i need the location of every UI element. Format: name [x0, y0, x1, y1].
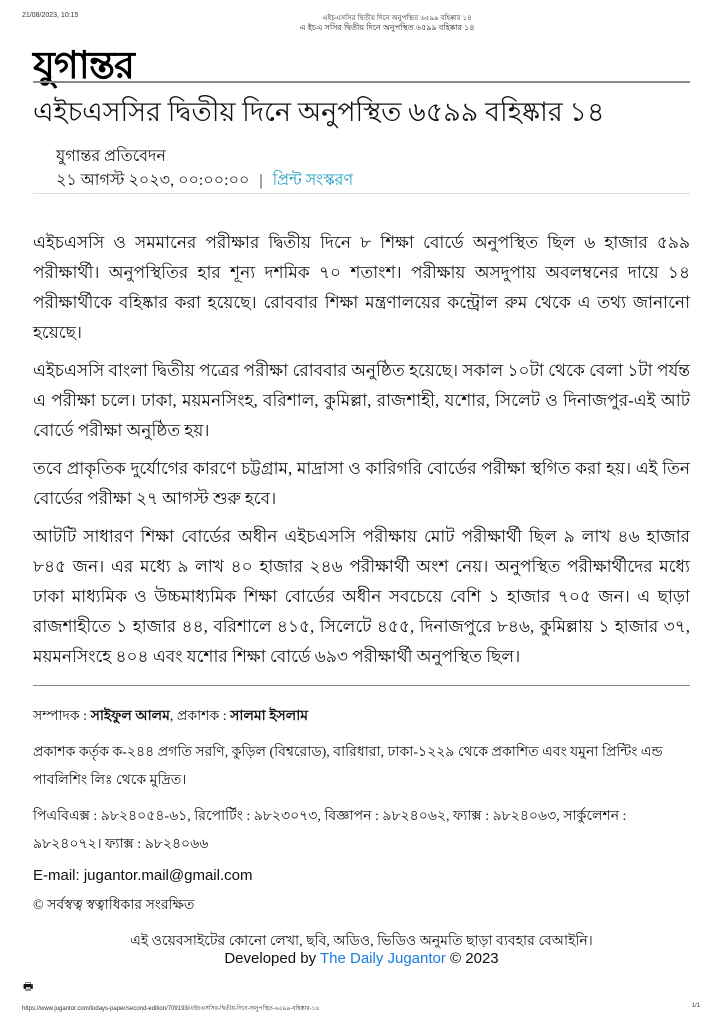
- article-title: এইচএসসির দ্বিতীয় দিনে অনুপস্থিত ৬৫৯৯ বহিষ্কার ১৪: [33, 97, 605, 127]
- site-footer: [33, 703, 690, 975]
- publisher-name: সালমা ইসলাম: [230, 709, 309, 724]
- page-number: 1/1: [691, 1003, 700, 1009]
- address: প্রকাশক কর্তৃক ক-২৪৪ প্রগতি সরণি, কুড়িল (বিশ্বরোড), বারিধারা, ঢাকা-১২২৯ থেকে প্রকাশিত এবং যমুনা প্রিন্টিং এন্ড পাবলিশিং লিঃ থেকে মুদ্রিত।: [33, 745, 663, 788]
- article-byline: যুগান্তর প্রতিবেদন: [56, 148, 166, 165]
- header-divider: [33, 81, 690, 83]
- email: E-mail: jugantor.mail@gmail.com: [33, 867, 253, 884]
- phone-numbers: পিএবিএক্স : ৯৮২৪০৫৪-৬১, রিপোর্টিং : ৯৮২৩০৭৩, বিজ্ঞাপন : ৯৮২৪০৬২, ফ্যাক্স : ৯৮২৪০৬৩, সার্কুলেশন : ৯৮২৪০৭২। ফ্যাক্স : ৯৮২৪০৬৬: [33, 809, 627, 852]
- print-datetime: 21/08/2023, 10:15: [22, 12, 79, 19]
- print-url: https://www.jugantor.com/todays-paper/second-edition/709193/এইচএসসির-দ্বিতীয়-দিনে-অনুপস্থিত-৬৫৯৯-বহিষ্কার-১৪: [22, 1006, 320, 1012]
- paragraph: তবে প্রাকৃতিক দুর্যোগের কারণে চট্টগ্রাম, মাদ্রাসা ও কারিগরি বোর্ডের পরীক্ষা স্থগিত করা হয়। এই তিন বোর্ডের পরীক্ষা ২৭ আগস্ট শুরু হবে।: [33, 459, 690, 508]
- separator: |: [259, 172, 263, 189]
- jugantor-logo[interactable]: যুগান্তর: [33, 42, 134, 87]
- copyright: © সর্বস্বত্ব স্বত্বাধিকার সংরক্ষিত: [33, 898, 195, 913]
- editor-line: [33, 703, 690, 731]
- article-date: ২১ আগস্ট ২০২৩, ০০:০০:০০: [56, 172, 250, 189]
- footer-divider: [33, 685, 690, 686]
- editor-name: সাইফুল আলম: [90, 709, 170, 724]
- print-page-title-2: এ ইচএ সসির দ্বিতীয় দিনে অনুপস্থিত ৬৫৯৯ বহিষ্কার ১৪: [299, 23, 475, 32]
- publisher-label: , প্রকাশক :: [169, 709, 231, 724]
- usage-notice: এই ওয়েবসাইটের কোনো লেখা, ছবি, অডিও, ভিডিও অনুমতি ছাড়া ব্যবহার বেআইনি।: [130, 934, 593, 949]
- developed-by-label: Developed by: [224, 950, 320, 967]
- print-icon[interactable]: 🖶: [23, 981, 34, 993]
- article-body: [33, 228, 690, 680]
- paragraph: এইচএসসি ও সমমানের পরীক্ষার দ্বিতীয় দিনে ৮ শিক্ষা বোর্ডে অনুপস্থিত ছিল ৬ হাজার ৫৯৯ পরীক্ষার্থী। অনুপস্থিতির হার শূন্য দশমিক ৭০ শতাংশ। পরীক্ষায় অসদুপায় অবলম্বনের দায়ে ১৪ পরীক্ষার্থীকে বহিষ্কার করা হয়েছে। রোববার শিক্ষা মন্ত্রণালয়ের কন্ট্রোল রুম থেকে এ তথ্য জানানো হয়েছে।: [33, 233, 690, 342]
- editor-label: সম্পাদক :: [33, 709, 91, 724]
- print-edition-link[interactable]: প্রিন্ট সংস্করণ: [272, 172, 354, 189]
- paragraph: আটটি সাধারণ শিক্ষা বোর্ডের অধীন এইচএসসি পরীক্ষায় মোট পরীক্ষার্থী ছিল ৯ লাখ ৪৬ হাজার ৮৪৫ জন। এর মধ্যে ৯ লাখ ৪০ হাজার ২৪৬ পরীক্ষার্থী অংশ নেয়। অনুপস্থিত পরীক্ষার্থীদের মধ্যে ঢাকা মাধ্যমিক ও উচ্চমাধ্যমিক শিক্ষা বোর্ডের অধীন সবচেয়ে বেশি ১ হাজার ৭০৫ জন। এ ছাড়া রাজশাহীতে ১ হাজার ৪৪, বরিশালে ৪১৫, সিলেটে ৪৫৫, দিনাজপুরে ৮৪৬, কুমিল্লায় ১ হাজার ৩৭, ময়মনসিংহে ৪০৪ এবং যশোর শিক্ষা বোর্ডে ৬৯৩ পরীক্ষার্থী অনুপস্থিত ছিল।: [33, 527, 690, 666]
- paragraph: এইচএসসি বাংলা দ্বিতীয় পত্রের পরীক্ষা রোববার অনুষ্ঠিত হয়েছে। সকাল ১০টা থেকে বেলা ১টা পর্যন্ত এ পরীক্ষা চলে। ঢাকা, ময়মনসিংহ, বরিশাল, কুমিল্লা, রাজশাহী, যশোর, সিলেট ও দিনাজপুর-এই আট বোর্ডে পরীক্ষা অনুষ্ঠিত হয়।: [33, 361, 690, 440]
- meta-divider: [33, 193, 690, 194]
- article-dateline: [56, 167, 353, 194]
- print-page-title: এইচএসসির দ্বিতীয় দিনে অনুপস্থিত ৬৫৯৯ বহিষ্কার ১৪: [322, 15, 472, 22]
- developer-link[interactable]: The Daily Jugantor: [319, 950, 446, 967]
- developer-year: © 2023: [445, 950, 499, 967]
